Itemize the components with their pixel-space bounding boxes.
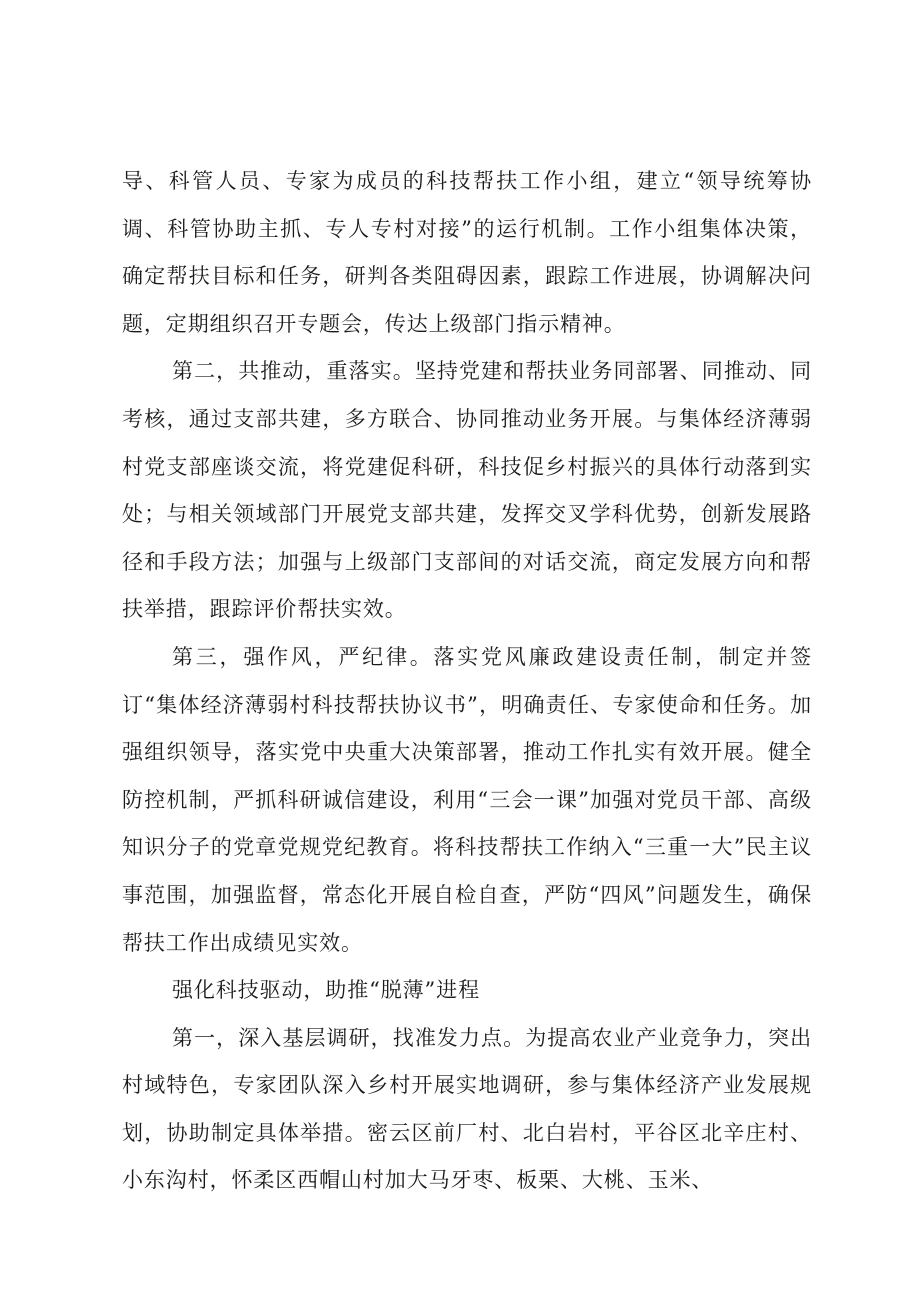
paragraph-first-point: 第一，深入基层调研，找准发力点。为提高农业产业竞争力，突出村域特色，专家团队深入乡村开展实地调研，参与集体经济产业发展规划，协助制定具体举措。密云区前厂村、北白岩村，平谷区北辛庄村、小东沟村，怀柔区西帽山村加大马牙枣、板栗、大桃、玉米、 <box>122 1025 812 1193</box>
paragraph-third-point: 第三，强作风，严纪律。落实党风廉政建设责任制，制定并签订“集体经济薄弱村科技帮扶协议书”，明确责任、专家使命和任务。加强组织领导，落实党中央重大决策部署，推动工作扎实有效开展。健全防控机制，严抓科研诚信建设，利用“三会一课”加强对党员干部、高级知识分子的党章党规党纪教育。将科技帮扶工作纳入“三重一大”民主议事范围，加强监督，常态化开展自检自查，严防“四风”问题发生，确保帮扶工作出成绩见实效。 <box>122 644 812 955</box>
paragraph-continuation: 导、科管人员、专家为成员的科技帮扶工作小组，建立“领导统筹协调、科管协助主抓、专人专村对接”的运行机制。工作小组集体决策，确定帮扶目标和任务，研判各类阻碍因素，跟踪工作进展，协调解决问题，定期组织召开专题会，传达上级部门指示精神。 <box>122 169 812 336</box>
paragraph-second-point: 第二，共推动，重落实。坚持党建和帮扶业务同部署、同推动、同考核，通过支部共建，多方联合、协同推动业务开展。与集体经济薄弱村党支部座谈交流，将党建促科研，科技促乡村振兴的具体行动落到实处；与相关领域部门开展党支部共建，发挥交叉学科优势，创新发展路径和手段方法；加强与上级部门支部间的对话交流，商定发展方向和帮扶举措，跟踪评价帮扶实效。 <box>122 359 812 622</box>
section-heading: 强化科技驱动，助推“脱薄”进程 <box>172 978 480 1003</box>
document-body <box>122 158 812 1205</box>
